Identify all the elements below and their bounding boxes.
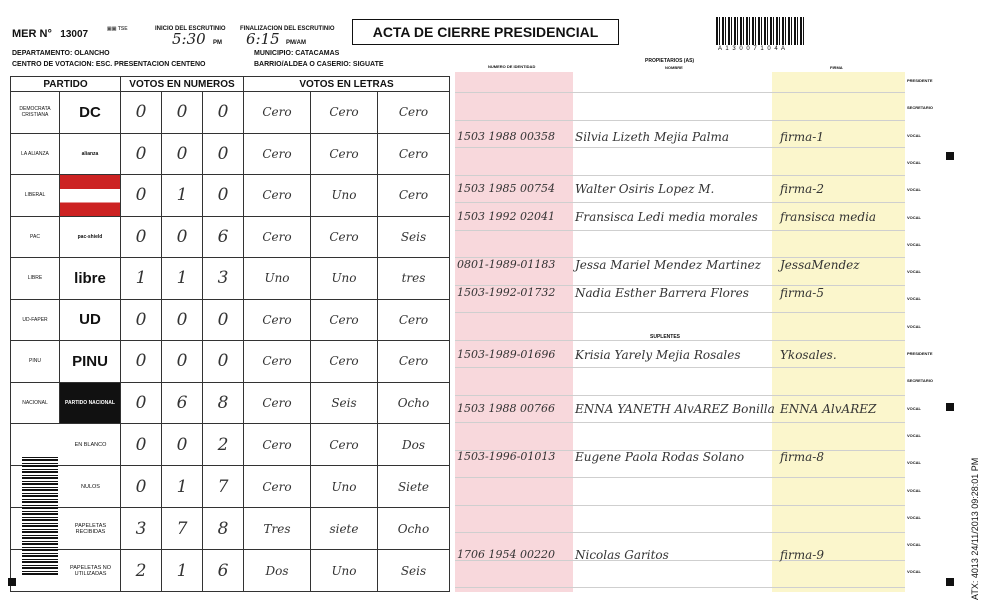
vote-word: Cero bbox=[244, 216, 311, 258]
total-digit: 2 bbox=[203, 424, 244, 466]
row-divider bbox=[455, 422, 905, 423]
row-divider bbox=[455, 92, 905, 93]
total-digit: 0 bbox=[121, 466, 162, 508]
member-dni: 1503-1989-01696 bbox=[457, 348, 556, 361]
party-name: UD-FAPER bbox=[11, 299, 60, 341]
vote-digit: 6 bbox=[203, 216, 244, 258]
final-time: 6:15 bbox=[246, 30, 280, 48]
vote-digit: 1 bbox=[121, 258, 162, 300]
member-signature: fransisca media bbox=[780, 210, 877, 224]
role-label: VOCAL bbox=[907, 159, 921, 165]
mer-number: 13007 bbox=[60, 29, 89, 40]
row-divider bbox=[455, 532, 905, 533]
role-label: VOCAL bbox=[907, 323, 921, 329]
vote-digit: 0 bbox=[162, 92, 203, 134]
party-logo-icon bbox=[60, 175, 121, 217]
total-row bbox=[11, 550, 450, 592]
row-divider bbox=[455, 230, 905, 231]
vote-word: Cero bbox=[377, 92, 449, 134]
vote-word: Cero bbox=[377, 299, 449, 341]
total-word: Siete bbox=[377, 466, 449, 508]
role-label: VOCAL bbox=[907, 241, 921, 247]
member-signature: JessaMendez bbox=[780, 258, 860, 272]
total-label: NULOS bbox=[11, 466, 121, 508]
inicio-label: INICIO DEL ESCRUTINIO bbox=[155, 26, 226, 32]
member-dni: 1503-1996-01013 bbox=[457, 450, 556, 463]
mer-label bbox=[12, 24, 88, 42]
vote-digit: 0 bbox=[121, 133, 162, 175]
member-dni: 1706 1954 00220 bbox=[457, 548, 555, 561]
signatures-area bbox=[455, 72, 905, 592]
row-divider bbox=[455, 175, 905, 176]
party-row bbox=[11, 216, 450, 258]
total-digit: 7 bbox=[203, 466, 244, 508]
vote-word: Cero bbox=[377, 133, 449, 175]
municipio-row bbox=[254, 50, 339, 57]
registration-mark bbox=[946, 403, 954, 411]
total-digit: 7 bbox=[162, 508, 203, 550]
member-signature: firma-8 bbox=[780, 450, 824, 464]
total-digit: 0 bbox=[162, 424, 203, 466]
role-label: VOCAL bbox=[907, 405, 921, 411]
role-label: VOCAL bbox=[907, 542, 921, 548]
header-votos-numeros: VOTOS EN NUMEROS bbox=[121, 77, 244, 92]
party-logo-icon: pac-shield bbox=[60, 216, 121, 258]
party-logo-icon: UD bbox=[60, 299, 121, 341]
member-name: Jessa Mariel Mendez Martinez bbox=[575, 258, 761, 272]
vote-digit: 3 bbox=[203, 258, 244, 300]
timestamp-stamp: ATX: 4013 24/11/2013 09:28:01 PM bbox=[970, 457, 980, 600]
party-logo-icon: alianza bbox=[60, 133, 121, 175]
total-word: Tres bbox=[244, 508, 311, 550]
member-name: ENNA YANETH AlvAREZ Bonilla bbox=[575, 402, 775, 416]
total-digit: 1 bbox=[162, 466, 203, 508]
total-label: PAPELETAS RECIBIDAS bbox=[11, 508, 121, 550]
row-divider bbox=[455, 312, 905, 313]
vote-word: tres bbox=[377, 258, 449, 300]
vote-word: Cero bbox=[244, 92, 311, 134]
vote-word: Cero bbox=[377, 175, 449, 217]
vote-digit: 0 bbox=[203, 341, 244, 383]
party-name: PINU bbox=[11, 341, 60, 383]
party-logo-icon: PARTIDO NACIONAL bbox=[60, 382, 121, 424]
vote-word: Cero bbox=[377, 341, 449, 383]
party-name: NACIONAL bbox=[11, 382, 60, 424]
vote-word: Seis bbox=[310, 382, 377, 424]
total-digit: 6 bbox=[203, 550, 244, 592]
party-row bbox=[11, 133, 450, 175]
vote-digit: 0 bbox=[121, 92, 162, 134]
member-signature: firma-1 bbox=[780, 130, 824, 144]
role-label: VOCAL bbox=[907, 132, 921, 138]
municipio-value: CATACAMAS bbox=[295, 50, 340, 57]
party-row bbox=[11, 175, 450, 217]
centro-row bbox=[12, 61, 205, 68]
total-word: Uno bbox=[310, 466, 377, 508]
header-votos-letras: VOTOS EN LETRAS bbox=[244, 77, 450, 92]
dni-column bbox=[455, 72, 573, 592]
member-dni: 1503-1992-01732 bbox=[457, 286, 556, 299]
member-dni: 1503 1985 00754 bbox=[457, 182, 555, 195]
total-row bbox=[11, 424, 450, 466]
party-name: DEMOCRATA CRISTIANA bbox=[11, 92, 60, 134]
vote-digit: 8 bbox=[203, 382, 244, 424]
barrio-row bbox=[254, 61, 384, 68]
role-label: VOCAL bbox=[907, 269, 921, 275]
member-dni: 1503 1988 00766 bbox=[457, 402, 555, 415]
vote-digit: 0 bbox=[203, 175, 244, 217]
member-name: Silvia Lizeth Mejia Palma bbox=[575, 130, 730, 144]
total-word: Dos bbox=[377, 424, 449, 466]
role-label: VOCAL bbox=[907, 460, 921, 466]
member-dni: 1503 1988 00358 bbox=[457, 130, 555, 143]
vote-word: Cero bbox=[244, 133, 311, 175]
header-dni: NUMERO DE IDENTIDAD bbox=[488, 64, 536, 69]
total-word: Seis bbox=[377, 550, 449, 592]
vote-word: Ocho bbox=[377, 382, 449, 424]
vote-word: Uno bbox=[310, 258, 377, 300]
role-label: VOCAL bbox=[907, 514, 921, 520]
vote-word: Uno bbox=[244, 258, 311, 300]
header-suplentes: SUPLENTES bbox=[650, 334, 681, 340]
vote-digit: 0 bbox=[121, 382, 162, 424]
row-divider bbox=[455, 505, 905, 506]
row-divider bbox=[455, 587, 905, 588]
vote-word: Cero bbox=[310, 341, 377, 383]
vote-word: Seis bbox=[377, 216, 449, 258]
member-signature: ENNA AlvAREZ bbox=[780, 402, 877, 416]
vote-word: Cero bbox=[310, 92, 377, 134]
inicio-ampm: PM bbox=[213, 40, 222, 46]
party-name: LIBRE bbox=[11, 258, 60, 300]
vote-word: Cero bbox=[310, 299, 377, 341]
row-divider bbox=[455, 477, 905, 478]
vote-digit: 0 bbox=[121, 299, 162, 341]
vote-word: Cero bbox=[244, 382, 311, 424]
total-digit: 2 bbox=[121, 550, 162, 592]
registration-mark bbox=[946, 578, 954, 586]
role-label: VOCAL bbox=[907, 296, 921, 302]
member-name: Walter Osiris Lopez M. bbox=[575, 182, 715, 196]
role-label: VOCAL bbox=[907, 569, 921, 575]
votes-header-row bbox=[11, 77, 450, 92]
total-label: PAPELETAS NO UTILIZADAS bbox=[11, 550, 121, 592]
page-title: ACTA DE CIERRE PRESIDENCIAL bbox=[352, 19, 619, 45]
barrio-label: BARRIO/ALDEA O CASERIO: bbox=[254, 61, 351, 68]
row-divider bbox=[455, 147, 905, 148]
party-logo-icon: DC bbox=[60, 92, 121, 134]
barcode-icon bbox=[716, 17, 806, 45]
header-propietarios: PROPIETARIOS (AS) bbox=[645, 58, 695, 64]
municipio-label: MUNICIPIO: bbox=[254, 50, 294, 57]
party-row bbox=[11, 341, 450, 383]
total-word: Cero bbox=[244, 466, 311, 508]
member-name: Eugene Paola Rodas Solano bbox=[575, 450, 745, 464]
role-label: VOCAL bbox=[907, 432, 921, 438]
role-label: VOCAL bbox=[907, 214, 921, 220]
party-row bbox=[11, 382, 450, 424]
role-label: SECRETARIO bbox=[907, 105, 933, 111]
role-label: PRESIDENTE bbox=[907, 351, 933, 356]
vote-digit: 1 bbox=[162, 175, 203, 217]
party-name: LIBERAL bbox=[11, 175, 60, 217]
party-row bbox=[11, 258, 450, 300]
row-divider bbox=[455, 395, 905, 396]
total-row bbox=[11, 508, 450, 550]
barcode-text: A 1 3 0 0 7 1 0 4 A bbox=[718, 46, 787, 52]
party-logo-icon: PINU bbox=[60, 341, 121, 383]
firma-column bbox=[772, 72, 905, 592]
header-partido: PARTIDO bbox=[11, 77, 121, 92]
final-ampm: PM/AM bbox=[286, 40, 306, 46]
row-divider bbox=[455, 120, 905, 121]
row-divider bbox=[455, 202, 905, 203]
member-name: Fransisca Ledi media morales bbox=[575, 210, 758, 224]
total-word: siete bbox=[310, 508, 377, 550]
member-name: Nicolas Garitos bbox=[575, 548, 669, 562]
vote-digit: 0 bbox=[203, 133, 244, 175]
registration-mark bbox=[8, 578, 16, 586]
total-word: Ocho bbox=[377, 508, 449, 550]
member-signature: firma-2 bbox=[780, 182, 824, 196]
vote-digit: 0 bbox=[121, 175, 162, 217]
total-word: Cero bbox=[244, 424, 311, 466]
vote-digit: 6 bbox=[162, 382, 203, 424]
vote-digit: 0 bbox=[121, 216, 162, 258]
total-word: Uno bbox=[310, 550, 377, 592]
row-divider bbox=[455, 367, 905, 368]
departamento-row bbox=[12, 50, 110, 57]
vote-digit: 0 bbox=[162, 299, 203, 341]
total-word: Cero bbox=[310, 424, 377, 466]
inicio-time: 5:30 bbox=[172, 30, 206, 48]
total-digit: 0 bbox=[121, 424, 162, 466]
total-word: Dos bbox=[244, 550, 311, 592]
total-digit: 8 bbox=[203, 508, 244, 550]
header-firma: FIRMA bbox=[830, 65, 843, 70]
party-name: LA ALIANZA bbox=[11, 133, 60, 175]
member-signature: firma-9 bbox=[780, 548, 824, 562]
votes-table bbox=[10, 76, 450, 592]
role-label: SECRETARIO bbox=[907, 378, 933, 384]
logo-tse-icon: ▣▣ TSE bbox=[107, 26, 128, 32]
departamento-label: DEPARTAMENTO: bbox=[12, 50, 73, 57]
role-label: VOCAL bbox=[907, 187, 921, 193]
party-rows bbox=[11, 92, 450, 592]
vote-digit: 1 bbox=[162, 258, 203, 300]
total-digit: 1 bbox=[162, 550, 203, 592]
departamento-value: OLANCHO bbox=[74, 50, 110, 57]
role-label: VOCAL bbox=[907, 487, 921, 493]
party-row bbox=[11, 92, 450, 134]
vote-word: Cero bbox=[244, 341, 311, 383]
vote-word: Cero bbox=[310, 133, 377, 175]
member-name: Nadia Esther Barrera Flores bbox=[575, 286, 749, 300]
role-label: PRESIDENTE bbox=[907, 78, 933, 83]
total-label: EN BLANCO bbox=[11, 424, 121, 466]
vote-digit: 0 bbox=[203, 299, 244, 341]
side-barcode-icon bbox=[22, 455, 58, 575]
vote-digit: 0 bbox=[121, 341, 162, 383]
total-row bbox=[11, 466, 450, 508]
member-signature: firma-5 bbox=[780, 286, 824, 300]
vote-word: Cero bbox=[244, 299, 311, 341]
party-name: PAC bbox=[11, 216, 60, 258]
total-digit: 3 bbox=[121, 508, 162, 550]
barrio-value: SIGUATE bbox=[352, 61, 384, 68]
header-nombre: NOMBRE bbox=[665, 65, 683, 70]
vote-word: Cero bbox=[310, 216, 377, 258]
centro-value: ESC. PRESENTACION CENTENO bbox=[95, 61, 206, 68]
vote-word: Cero bbox=[244, 175, 311, 217]
member-dni: 1503 1992 02041 bbox=[457, 210, 555, 223]
party-row bbox=[11, 299, 450, 341]
final-label: FINALIZACION DEL ESCRUTINIO bbox=[240, 26, 335, 32]
mer-label-text: MER N° bbox=[12, 28, 52, 40]
party-logo-icon: libre bbox=[60, 258, 121, 300]
member-signature: Ykosales. bbox=[780, 348, 837, 362]
member-dni: 0801-1989-01183 bbox=[457, 258, 556, 271]
member-name: Krisia Yarely Mejia Rosales bbox=[575, 348, 741, 362]
vote-digit: 0 bbox=[162, 133, 203, 175]
centro-label: CENTRO DE VOTACION: bbox=[12, 61, 94, 68]
vote-digit: 0 bbox=[162, 341, 203, 383]
vote-digit: 0 bbox=[203, 92, 244, 134]
vote-digit: 0 bbox=[162, 216, 203, 258]
registration-mark bbox=[946, 152, 954, 160]
vote-word: Uno bbox=[310, 175, 377, 217]
